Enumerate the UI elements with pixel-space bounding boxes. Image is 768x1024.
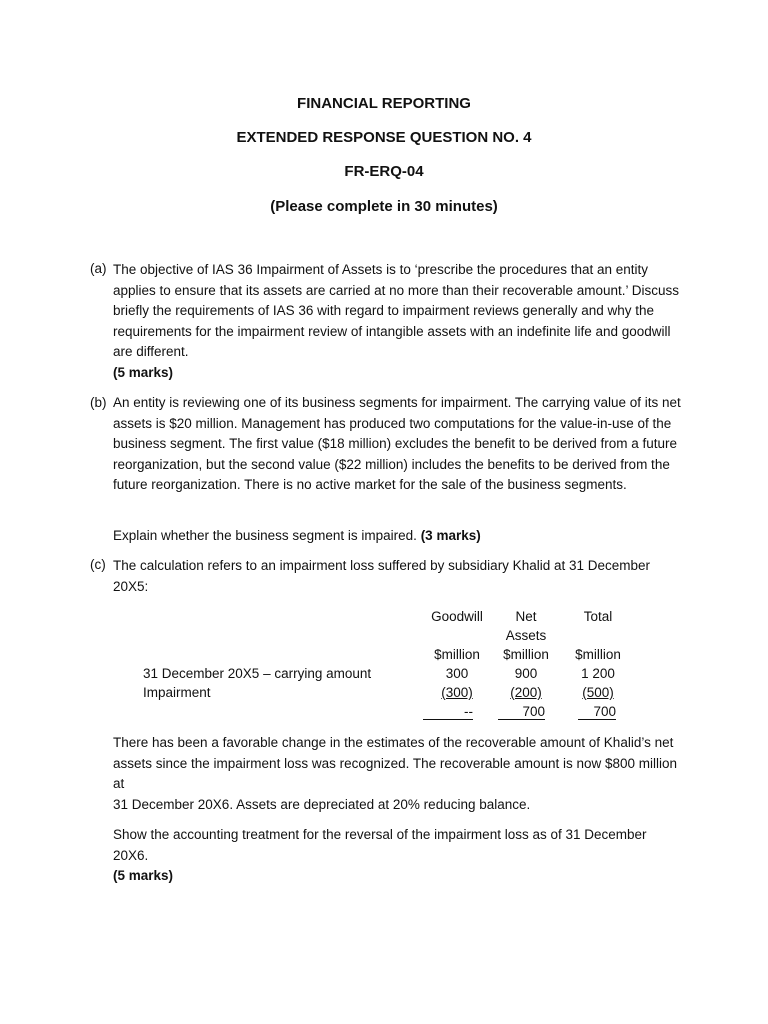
part-c-marks: (5 marks) <box>113 868 174 883</box>
header-assets: Assets <box>505 628 547 643</box>
part-c-para1b-text: 31 December 20X6. Assets are depreciated at 20% reducing balance. <box>113 796 531 812</box>
cell-total: 700 <box>578 704 616 720</box>
cell-goodwill: 300 <box>445 666 469 681</box>
cell-net-assets: 700 <box>498 704 545 720</box>
cell-net-assets: (200) <box>510 685 542 700</box>
cell-net-assets: 900 <box>514 666 538 681</box>
subject-title: FINANCIAL REPORTING <box>297 95 471 112</box>
part-b-question-text: Explain whether the business segment is impaired. <box>113 528 417 543</box>
part-c-para2-text: Show the accounting treatment for the reversal of the impairment loss as of 31 December 20X6. <box>113 827 647 863</box>
part-b-text: An entity is reviewing one of its business segments for impairment. The carrying value of its net assets is $20 million. Management has produced two computations for the value-in-use of the business segment. The first value ($18 million) excludes the benefit to be derived from a future reorganization, but the second value ($22 million) includes the benefits to be derived from the future reorganization. There is no active market for the sale of the business segments. <box>113 395 681 492</box>
cell-goodwill: (300) <box>441 685 473 700</box>
time-instruction: (Please complete in 30 minutes) <box>270 198 498 215</box>
row-label-impairment: Impairment <box>143 685 211 700</box>
part-c-para2 <box>113 825 683 887</box>
question-title: EXTENDED RESPONSE QUESTION NO. 4 <box>236 129 532 146</box>
unit-total: $million <box>575 647 621 662</box>
unit-goodwill: $million <box>434 647 480 662</box>
header-goodwill: Goodwill <box>431 609 483 624</box>
row-label-carrying-amount: 31 December 20X5 – carrying amount <box>143 666 372 681</box>
header-net: Net <box>515 609 537 624</box>
part-a-marks: (5 marks) <box>113 364 174 380</box>
part-c-label: (c) <box>90 557 106 572</box>
part-c-para1 <box>113 733 683 815</box>
part-b-marks: (3 marks) <box>420 528 481 543</box>
question-code: FR-ERQ-04 <box>344 163 424 180</box>
part-b-question <box>113 526 683 547</box>
part-a-text <box>113 260 683 383</box>
part-c-intro: The calculation refers to an impairment loss suffered by subsidiary Khalid at 31 December 20X5: <box>113 558 651 594</box>
part-b-label: (b) <box>90 395 107 410</box>
cell-total: (500) <box>582 685 614 700</box>
header-total: Total <box>583 609 613 624</box>
cell-goodwill: -- <box>423 704 473 720</box>
part-a-label: (a) <box>90 261 107 276</box>
part-c-para1-text: There has been a favorable change in the estimates of the recoverable amount of Khalid’s net assets since the impairment loss was recognized. The recoverable amount is now $800 million at <box>113 735 678 791</box>
unit-net-assets: $million <box>503 647 549 662</box>
part-a-body: The objective of IAS 36 Impairment of Assets is to ‘prescribe the procedures that an entity applies to ensure that its assets are carried at no more than their recoverable amount.’ Discuss briefly the requirements of IAS 36 with regard to impairment reviews generally and why the requirements for the impairment review of intangible assets with an indefinite life and goodwill are different. <box>113 262 680 359</box>
cell-total: 1 200 <box>581 666 615 681</box>
